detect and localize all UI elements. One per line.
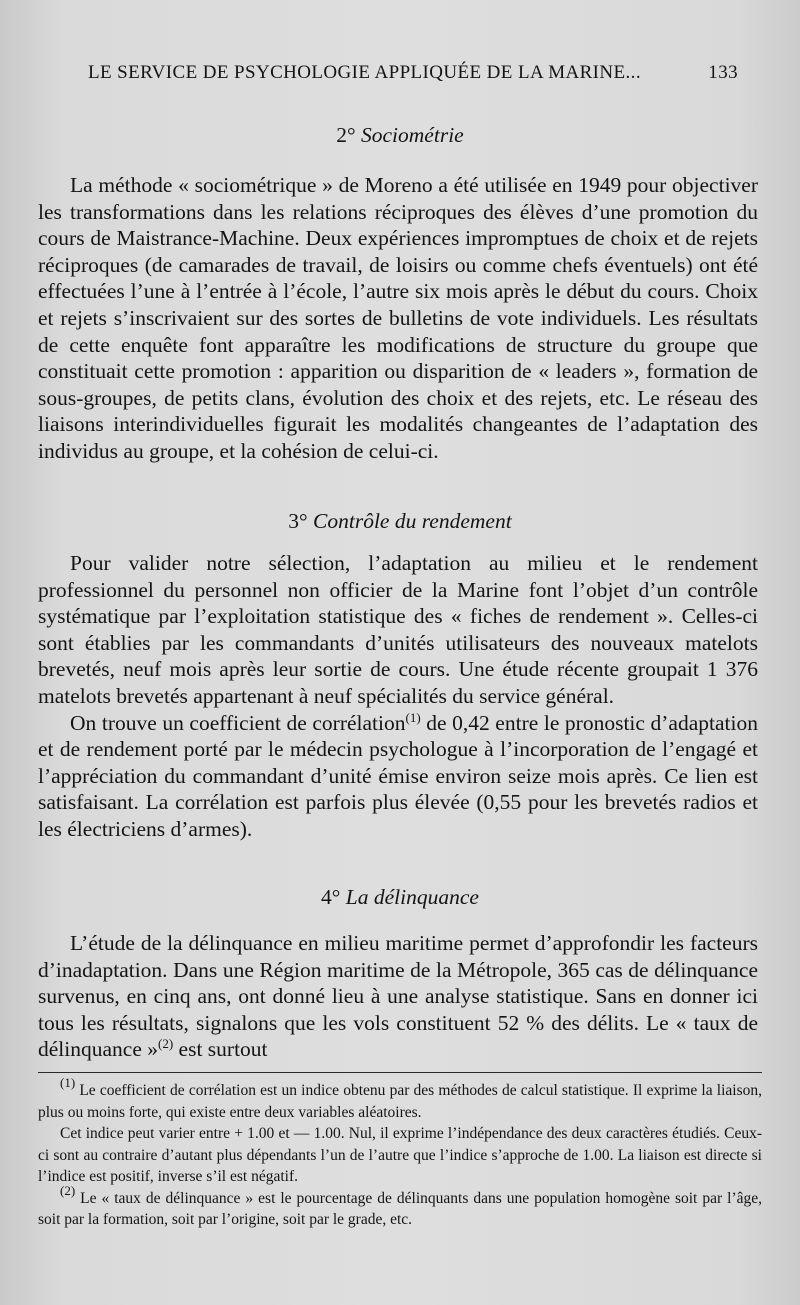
- footnote-divider: [38, 1072, 762, 1073]
- footnote-text: Le « taux de délinquance » est le pourcentage de délinquants dans une population homogène soit par l’âge, soit par la formation, soit par l’origine, soit par le grade, etc.: [38, 1189, 762, 1228]
- section-body-delinquance: [38, 930, 758, 1063]
- paragraph-text: On trouve un coefficient de corrélation: [70, 710, 406, 735]
- paragraph: La méthode « sociométrique » de Moreno a été utilisée en 1949 pour objectiver les transformations dans les relations réciproques des élèves d’une promotion du cours de Maistrance-Machine. Deux expériences impromptues de choix et de rejets réciproques (de camarades de travail, de loisirs ou comme chefs éventuels) ont été effectuées l’une à l’entrée à l’école, l’autre six mois après le début du cours. Choix et rejets s’inscrivaient sur des sortes de bulletins de vote individuels. Les résultats de cette enquête font apparaître les modifications de structure du groupe que constituait cette promotion : apparition ou disparition de « leaders », formation de sous-groupes, de petits clans, évolution des choix et des rejets, etc. Le réseau des liaisons interindividuelles figurait les modalités changeantes de l’adaptation des individus au groupe, et la cohésion de celui-ci.: [38, 173, 758, 463]
- paragraph: Pour valider notre sélection, l’adaptation au milieu et le rendement professionnel du personnel non officier de la Marine font l’objet d’un contrôle systématique par l’exploitation statistique des « fiches de rendement ». Celles-ci sont établies par les commandants d’unités utilisateurs des nouveaux matelots brevetés, neuf mois après leur sortie de cours. Une étude récente groupait 1 376 matelots brevetés appartenant à neuf spécialités du service général.: [38, 551, 758, 708]
- page-number: 133: [708, 62, 738, 83]
- paragraph: [38, 930, 758, 1063]
- section-number: 4°: [321, 885, 341, 909]
- footnotes: [38, 1075, 762, 1231]
- section-heading-sociometrie: [0, 123, 800, 148]
- paragraph-text: de 0,42 entre le pronostic d’adaptation et de rendement porté par le médecin psychologue à l’incorporation de l’engagé et l’appréciation du commandant d’unité émise environ seize mois après. Ce lien est satisfaisant. La corrélation est parfois plus élevée (0,55 pour les brevetés radios et les électriciens d’armes).: [38, 710, 758, 841]
- section-heading-controle: [0, 509, 800, 534]
- section-title: Sociométrie: [361, 123, 464, 147]
- footnote-mark: (2): [60, 1182, 76, 1198]
- section-number: 3°: [288, 509, 308, 533]
- footnote-1-continued: Cet indice peut varier entre + 1.00 et — 1.00. Nul, il exprime l’indépendance des deux caractères étudiés. Ceux-ci sont au contraire d’autant plus dépendants l’un de l’autre que l’indice s’approche de 1.00. La liaison est directe si l’indice est positif, inverse s’il est négatif.: [38, 1125, 762, 1185]
- section-body-controle: [38, 550, 758, 843]
- footnote-ref: (2): [158, 1036, 174, 1052]
- running-head: [88, 62, 738, 84]
- section-title: La délinquance: [345, 885, 479, 909]
- paragraph: [38, 710, 758, 843]
- paragraph-text: L’étude de la délinquance en milieu maritime permet d’approfondir les facteurs d’inadaptation. Dans une Région maritime de la Métropole, 365 cas de délinquance survenus, en cinq ans, ont donné lieu à une analyse statistique. Sans en donner ici tous les résultats, signalons que les vols constituent 52 % des délits. Le « taux de délinquance »: [38, 931, 758, 1062]
- paragraph-text: est surtout: [173, 1037, 268, 1062]
- footnote-text: Le coefficient de corrélation est un indice obtenu par des méthodes de calcul statistique. Il exprime la liaison, plus ou moins forte, qui existe entre deux variables aléatoires.: [38, 1082, 762, 1121]
- running-head-title: LE SERVICE DE PSYCHOLOGIE APPLIQUÉE DE LA MARINE...: [88, 62, 641, 83]
- footnote-2: [38, 1182, 762, 1231]
- section-number: 2°: [336, 123, 356, 147]
- footnote-1: [38, 1075, 762, 1123]
- footnote-mark: (1): [60, 1075, 76, 1090]
- section-body-sociometrie: [38, 172, 758, 465]
- section-title: Contrôle du rendement: [313, 509, 512, 533]
- footnote-ref: (1): [405, 709, 421, 725]
- section-heading-delinquance: [0, 885, 800, 910]
